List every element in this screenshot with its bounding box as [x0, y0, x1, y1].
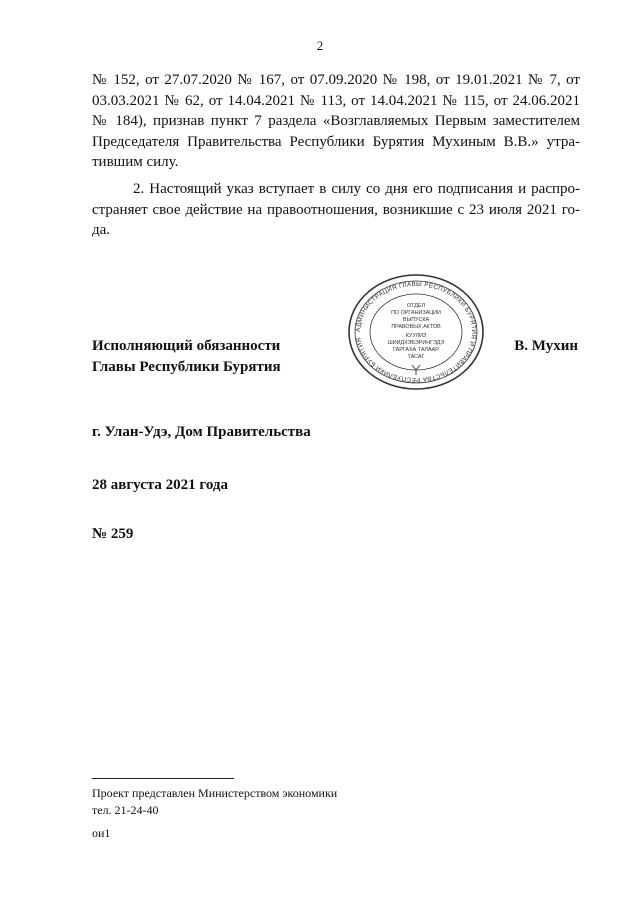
footnote-line: Проект представлен Министерством экономики [92, 786, 338, 800]
signatory-name: В. Мухин [514, 338, 578, 354]
official-seal [346, 272, 486, 392]
seal-text-line: ПРАВОВЫХ АКТОВ [391, 324, 441, 330]
document-number: № 259 [92, 526, 134, 542]
footnote-line: тел. 21-24-40 [92, 803, 159, 817]
svg-text:АДМИНИСТРАЦИЯ ГЛАВЫ РЕСПУБЛИКИ [355, 281, 477, 383]
seal-text-line: КУУЛИЗ [405, 333, 427, 339]
paragraph-1 [92, 70, 580, 173]
footnote [92, 785, 337, 819]
page-number: 2 [316, 38, 324, 53]
paragraph-line: тившим силу. [92, 154, 179, 170]
footnote-divider [92, 778, 234, 779]
signatory-position [92, 336, 281, 377]
signatory-position-line: Главы Республики Бурятия [92, 358, 281, 375]
paragraph-line: страняет свое действие на правоотношения, возникшие с 23 июля 2021 го- [92, 201, 580, 218]
paragraph-line: 03.03.2021 № 62, от 14.04.2021 № 113, от 14.04.2021 № 115, от 24.06.2021 [92, 92, 580, 109]
paragraph-line: да. [92, 222, 111, 238]
paragraph-line: Председателя Правительства Республики Бурятия Мухиным В.В.» утра- [92, 133, 580, 150]
paragraph-2 [92, 179, 580, 241]
seal-ring-text: АДМИНИСТРАЦИЯ ГЛАВЫ РЕСПУБЛИКИ БУРЯТИЯ И ПРАВИТЕЛЬСТВА РЕСПУБЛИКИ БУРЯТИЯ [354, 280, 478, 384]
seal-text-line: ТАСАГ [407, 354, 425, 360]
seal-text-line: ОТДЕЛ [406, 303, 426, 309]
issue-place: г. Улан-Удэ, Дом Правительства [92, 424, 311, 440]
signatory-position-line: Исполняющий обязанности [92, 338, 281, 354]
paragraph-line: 2. Настоящий указ вступает в силу со дня его подписания и распро- [133, 181, 580, 197]
seal-text-line: ГАРГАХА ТАЛААР [393, 347, 439, 353]
seal-text-line: ШИИДХЭБЭРИНГЭДЭ [387, 340, 445, 346]
paragraph-line: № 152, от 27.07.2020 № 167, от 07.09.2020 № 198, от 19.01.2021 № 7, от [92, 72, 580, 88]
seal-text-line: ПО ОРГАНИЗАЦИИ [391, 310, 441, 316]
paragraph-line: № 184), признав пункт 7 раздела «Возглавляемых Первым заместителем [92, 113, 580, 129]
seal-text-line: ВЫПУСКА [402, 317, 430, 323]
issue-date: 28 августа 2021 года [92, 477, 229, 493]
document-code: ои1 [92, 826, 111, 840]
